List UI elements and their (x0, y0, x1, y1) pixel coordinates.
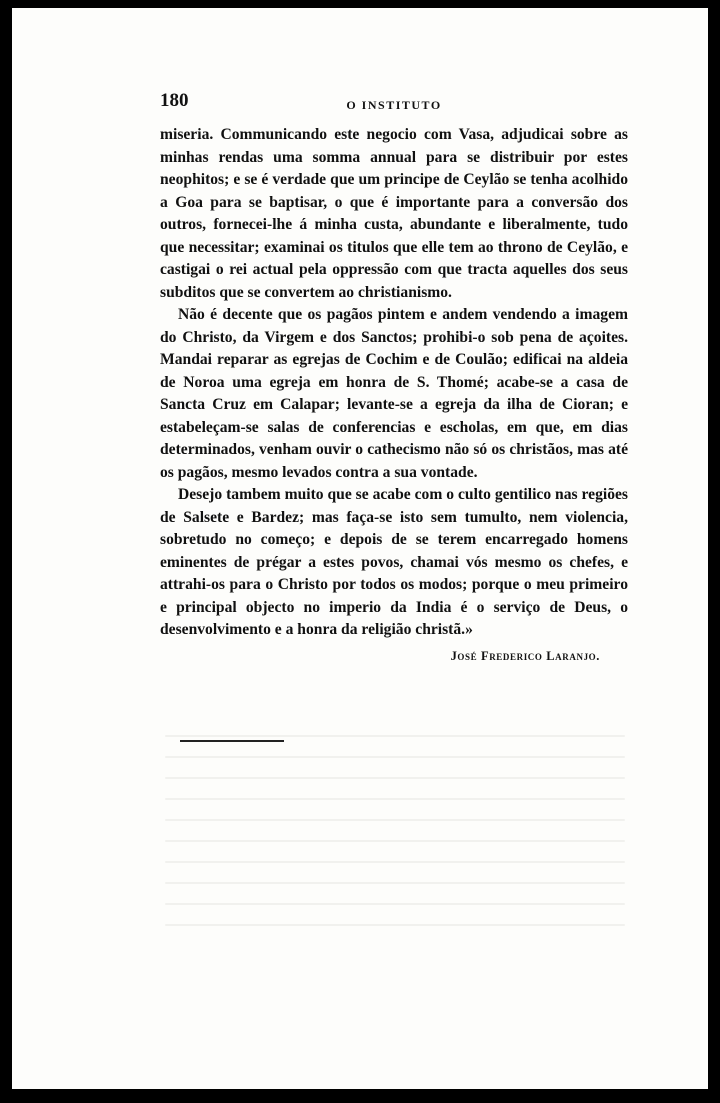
show-through-line (165, 882, 625, 884)
paragraph-2: Não é decente que os pagãos pintem e andem vendendo a imagem do Christo, da Virgem e dos Sanctos; prohibi-o sob pena de açoites. Mandai reparar as egrejas de Cochim e de Coulão; edificai na aldeia de Noroa uma egreja em honra de S. Thomé; acabe-se a casa de Sancta Cruz em Calapar; levante-se a egreja da ilha de Cioran; e estabeleçam-se salas de conferencias e escholas, em que, em dias determinados, venham ouvir o cathecismo não só os christãos, mas até os pagãos, mesmo levados contra a sua vontade. (160, 306, 628, 481)
book-page (160, 86, 628, 664)
page-number: 180 (160, 90, 189, 111)
show-through-texture (165, 735, 625, 955)
show-through-line (165, 861, 625, 863)
author-signature: José Frederico Laranjo. (450, 648, 600, 663)
paragraph-3: Desejo tambem muito que se acabe com o culto gentilico nas regiões de Salsete e Bardez; mas faça-se isto sem tumulto, nem violencia, sobretudo no começo; e depois de se terem encarregado homens eminentes de prégar a estes povos, chamai vós mesmo os chefes, e attrahi-os para o Christo por todos os modos; porque o meu primeiro e principal objecto no imperio da India é o serviço de Deus, o desenvolvimento e a honra da religião christã.» (160, 486, 628, 638)
show-through-line (165, 924, 625, 926)
show-through-line (165, 735, 625, 737)
show-through-line (165, 756, 625, 758)
paragraph-1: miseria. Communicando este negocio com Vasa, adjudicai sobre as minhas rendas uma somma annual para se distribuir por estes neophitos; e se é verdade que um principe de Ceylão se tenha acolhido a Goa para se baptisar, o que é importante para a conversão dos outros, fornecei-lhe á minha custa, abundante e liberalmente, tudo que necessitar; examinai os titulos que elle tem ao throno de Ceylão, e castigai o rei actual pela oppressão com que tracta aquelles dos seus subditos que se convertem ao christianismo. (160, 126, 628, 301)
page-header (160, 86, 628, 124)
show-through-line (165, 840, 625, 842)
running-head: O INSTITUTO (346, 98, 442, 112)
section-divider-rule (180, 740, 284, 742)
show-through-line (165, 798, 625, 800)
body-text (160, 124, 628, 642)
show-through-line (165, 777, 625, 779)
show-through-line (165, 903, 625, 905)
show-through-line (165, 819, 625, 821)
